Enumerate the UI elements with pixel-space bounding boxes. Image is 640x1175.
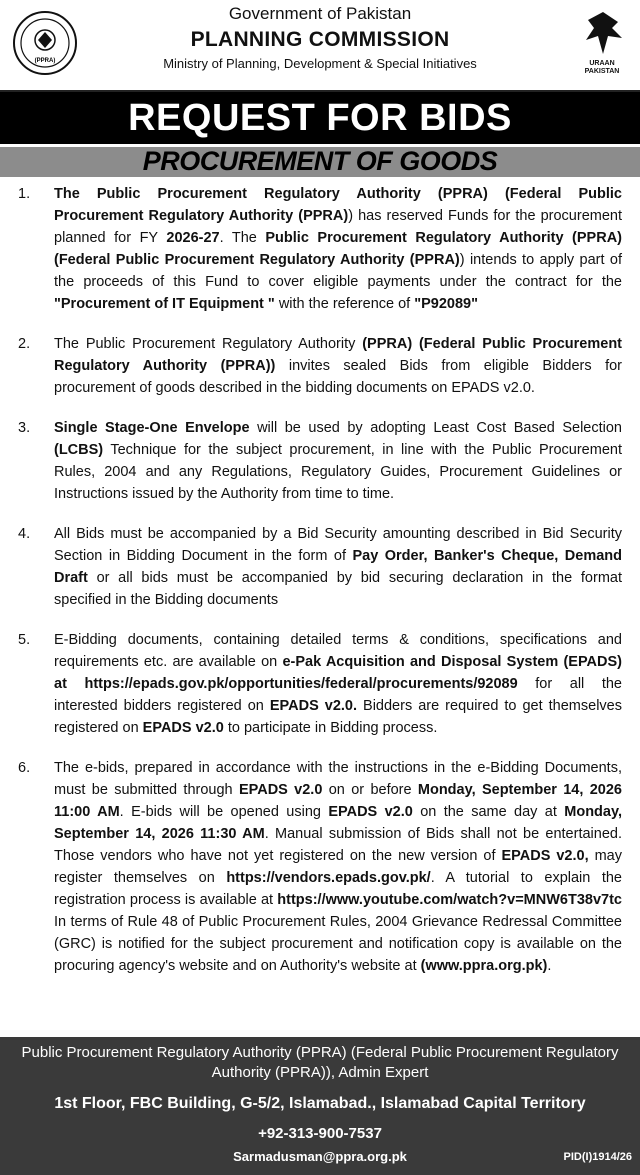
ministry-label: Ministry of Planning, Development & Special Initiatives	[163, 56, 477, 71]
notice-items	[0, 177, 640, 977]
page-header	[0, 0, 640, 92]
bold-text: EPADS v2.0.	[269, 698, 358, 714]
item-number: 2.	[18, 336, 31, 352]
bold-text: (LCBS)	[54, 442, 104, 458]
bold-text: (PPRA) (Federal Public Procurement Regulatory Authority (PPRA))	[54, 336, 623, 374]
text-span: . E-bids will be opened using	[119, 804, 329, 820]
bold-text: Monday, September 14, 2026 11:30 AM	[54, 804, 622, 842]
text-span: The e-bids, prepared in accordance with the instructions in the e-Bidding Documents, must be submitted through	[54, 760, 622, 798]
text-span: All Bids must be accompanied by a Bid Security amounting described in Bid Security Section in Bidding Document in the form of	[54, 526, 622, 564]
notice-item	[18, 183, 622, 315]
text-span: The Public Procurement Regulatory Authority	[54, 336, 363, 352]
text-span: Technique for the subject procurement, in line with the Public Procurement Rules, 2004 and any Regulations, Regulatory Guides, Procurement Guidelines or Instructions issued by the Authority from time to time.	[54, 442, 622, 502]
item-number: 3.	[18, 420, 31, 436]
text-span: invites sealed Bids from eligible Bidders for procurement of goods described in the bidding documents on EPADS v2.0.	[54, 358, 622, 396]
text-span: ) has reserved Funds for the procurement planned for FY	[54, 208, 622, 246]
bold-text: EPADS v2.0	[238, 782, 323, 798]
text-span: on the same day at	[412, 804, 565, 820]
bold-text: 2026-27	[166, 230, 220, 246]
bold-text: Monday, September 14, 2026 11:00 AM	[54, 782, 622, 820]
footer-phone: +92-313-900-7537	[258, 1125, 382, 1142]
text-span: ) intends to apply part of the proceeds of this Fund to cover eligible payments under the contract for the	[54, 252, 622, 290]
text-span: . A tutorial to explain the registration process is available at	[54, 870, 622, 908]
bold-text: Pay Order, Banker's Cheque, Demand Draft	[54, 548, 622, 586]
bold-text: EPADS v2.0	[142, 720, 224, 736]
footer-address: 1st Floor, FBC Building, G-5/2, Islamabad., Islamabad Capital Territory	[54, 1095, 586, 1112]
item-text	[54, 523, 622, 611]
government-label: Government of Pakistan	[228, 4, 412, 23]
notice-item	[18, 757, 622, 977]
text-span: on or before	[322, 782, 418, 798]
notice-item	[18, 417, 622, 505]
bold-text: "P92089"	[414, 296, 478, 312]
footer-organization: Public Procurement Regulatory Authority (PPRA) (Federal Public Procurement Regulatory Authority (PPRA)), Admin Expert	[21, 1044, 619, 1081]
procurement-subtitle: PROCUREMENT OF GOODS	[142, 146, 498, 176]
notice-item	[18, 523, 622, 611]
item-number: 4.	[18, 526, 31, 542]
item-text	[54, 333, 622, 399]
text-span: for all the interested bidders registered on	[54, 676, 622, 714]
item-text	[54, 629, 622, 739]
item-number: 1.	[18, 186, 31, 202]
publication-id: PID(I)1914/26	[563, 1151, 632, 1163]
bold-text: EPADS v2.0,	[501, 848, 589, 864]
emblem-text-1: URAAN	[589, 60, 615, 67]
request-for-bids-title: REQUEST FOR BIDS	[0, 92, 640, 144]
text-span: . The	[219, 230, 266, 246]
commission-title: PLANNING COMMISSION	[190, 28, 450, 51]
text-span: or all bids must be accompanied by bid securing declaration in the format specified in the Bidding documents	[54, 570, 622, 608]
contact-footer	[0, 1037, 640, 1175]
item-text	[54, 417, 622, 505]
text-span: In terms of Rule 48 of Public Procurement Rules, 2004 Grievance Redressal Committee (GRC) is notified for the subject procurement and notification copy is available on the procuring agency's website and on Authority's website at	[54, 914, 622, 974]
notice-item	[18, 629, 622, 739]
text-span: with the reference of	[274, 296, 415, 312]
item-text	[54, 183, 622, 315]
seal-text: (PPRA)	[34, 58, 56, 64]
bold-text: https://vendors.epads.gov.pk/	[226, 870, 431, 886]
text-span: may register themselves on	[54, 848, 622, 886]
emblem-caption	[574, 60, 630, 76]
text-span: .	[547, 958, 552, 974]
bold-text: Single Stage-One Envelope	[54, 420, 250, 436]
item-number: 6.	[18, 760, 31, 776]
bold-text: The Public Procurement Regulatory Authority (PPRA) (Federal Public Procurement Regulatory Authority (PPRA)	[54, 186, 622, 224]
bold-text: https://www.youtube.com/watch?v=MNW6T38v7tc	[277, 892, 622, 908]
text-span: E-Bidding documents, containing detailed terms & conditions, specifications and requirements etc. are available on	[54, 632, 622, 670]
bold-text: Public Procurement Regulatory Authority (PPRA) (Federal Public Procurement Regulatory Authority (PPRA)	[54, 230, 623, 268]
text-span: will be used by adopting Least Cost Based Selection	[249, 420, 622, 436]
footer-email: Sarmadusman@ppra.org.pk	[233, 1149, 407, 1164]
text-span: . Manual submission of Bids shall not be entertained. Those vendors who have not yet registered on the new version of	[54, 826, 622, 864]
item-text	[54, 757, 622, 977]
text-span: Bidders are required to get themselves registered on	[54, 698, 622, 736]
notice-item	[18, 333, 622, 399]
emblem-text-2: PAKISTAN	[584, 68, 620, 75]
bold-text: EPADS v2.0	[328, 804, 413, 820]
item-number: 5.	[18, 632, 31, 648]
bold-text: (www.ppra.org.pk)	[420, 958, 548, 974]
subtitle-bar	[0, 147, 640, 177]
bold-text: e-Pak Acquisition and Disposal System (EPADS) at https://epads.gov.pk/opportunities/federal/procurements/92089	[54, 654, 622, 692]
text-span: to participate in Bidding process.	[223, 720, 438, 736]
bold-text: "Procurement of IT Equipment "	[54, 296, 275, 312]
